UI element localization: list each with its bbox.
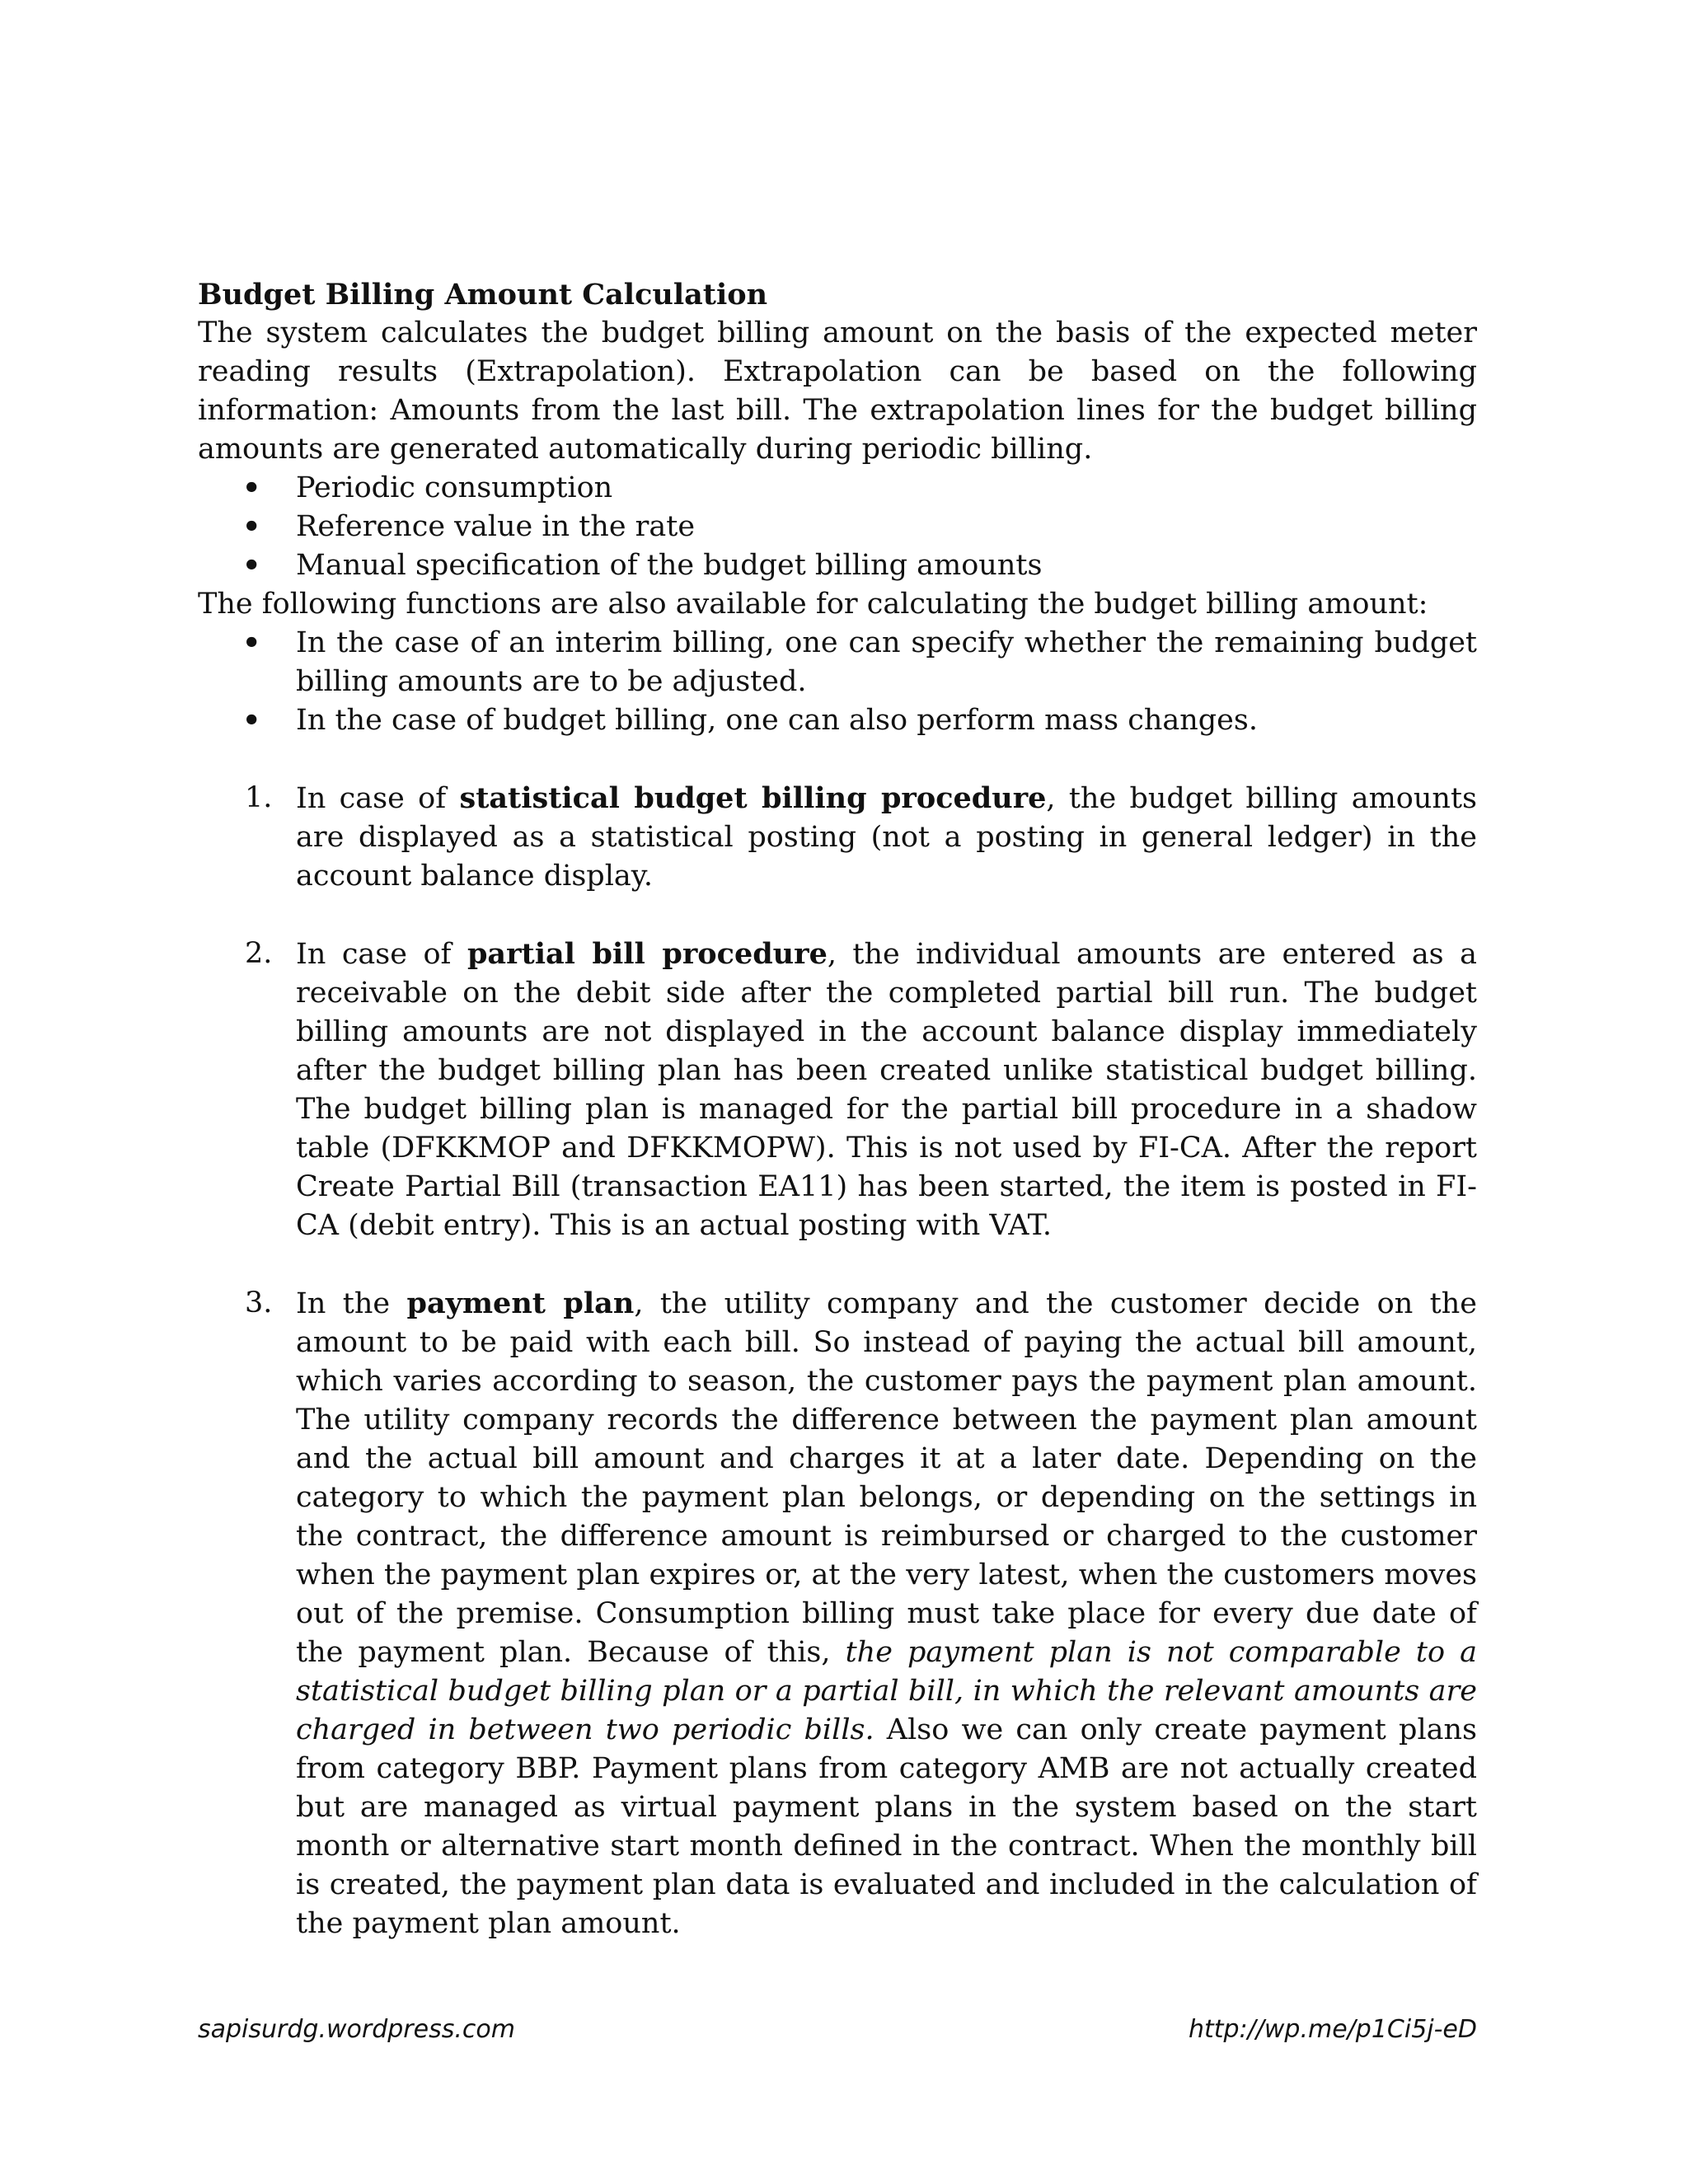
document-body [198, 275, 1477, 1982]
procedure-term: partial bill procedure [467, 937, 828, 971]
functions-list [198, 624, 1477, 740]
basis-item-periodic: • Periodic consumption [198, 469, 1477, 508]
procedures-list [198, 779, 1477, 1943]
procedure-text-tail: Also we can only create payment plans from category BBP. Payment plans from category AMB are not actually created but are managed as virtual payment plans in the system based on the start month or alternative start month defined in the contract. When the monthly bill is created, the payment plan data is evaluated and included in the calculation of the payment plan amount. [296, 1713, 1478, 1940]
procedure-number: 1. [245, 781, 273, 814]
procedure-statistical [198, 779, 1477, 896]
function-item-interim: • In the case of an interim billing, one can specify whether the remaining budget billing amounts are to be adjusted. [198, 624, 1477, 701]
procedure-number: 3. [245, 1286, 273, 1319]
procedure-partial-bill [198, 935, 1477, 1245]
procedure-number: 2. [245, 937, 273, 970]
procedure-payment-plan [198, 1284, 1477, 1943]
procedure-text-post: , the budget billing amounts are displayed as a statistical posting (not a posting in general ledger) in the account balance display. [296, 782, 1477, 893]
basis-list [198, 469, 1477, 585]
procedure-text-post: , the individual amounts are entered as a receivable on the debit side after the completed partial bill run. The budget billing amounts are not displayed in the account balance display immediately after the budget billing plan has been created unlike statistical budget billing. The budget billing plan is managed for the partial bill procedure in a shadow table (DFKKMOP and DFKKMOPW). This is not used by FI-CA. After the report Create Partial Bill (transaction EA11) has been started, the item is posted in FI-CA (debit entry). This is an actual posting with VAT. [296, 938, 1477, 1242]
procedure-text-post: , the utility company and the customer decide on the amount to be paid with each bill. So instead of paying the actual bill amount, which varies according to season, the customer pays the payment plan amount. The utility company records the difference between the payment plan amount and the actual bill amount and charges it at a later date. Depending on the category to which the payment plan belongs, or depending on the settings in the contract, the difference amount is reimbursed or charged to the customer when the payment plan expires or, at the very latest, when the customers moves out of the premise. Consumption billing must take place for every due date of the payment plan. Because of this, [296, 1287, 1477, 1669]
procedure-term: payment plan [406, 1286, 635, 1320]
function-item-mass-changes: • In the case of budget billing, one can also perform mass changes. [198, 701, 1477, 740]
procedure-text-pre: In case of [296, 938, 467, 971]
footer-site: sapisurdg.wordpress.com [198, 2015, 515, 2044]
intro-paragraph: The system calculates the budget billing amount on the basis of the expected meter reading results (Extrapolation). Extrapolation can be based on the following information: Amounts from the last bill. The extrapolation lines for the budget billing amounts are generated automatically during periodic billing. [198, 316, 1477, 466]
footer-shortlink: http://wp.me/p1Ci5j-eD [1188, 2015, 1477, 2044]
procedure-text-pre: In case of [296, 782, 460, 815]
procedure-term: statistical budget billing procedure [459, 781, 1047, 815]
procedure-italic-note: the payment plan is not comparable to a statistical budget billing plan or a partial bill, in which the relevant amounts are charged in between two periodic bills. [296, 1636, 1477, 1746]
functions-intro: The following functions are also available for calculating the budget billing amount: [198, 588, 1428, 621]
procedure-text-pre: In the [296, 1287, 407, 1320]
basis-item-manual: • Manual specification of the budget billing amounts [198, 546, 1477, 585]
basis-item-reference: • Reference value in the rate [198, 508, 1477, 546]
section-heading: Budget Billing Amount Calculation [198, 278, 768, 312]
